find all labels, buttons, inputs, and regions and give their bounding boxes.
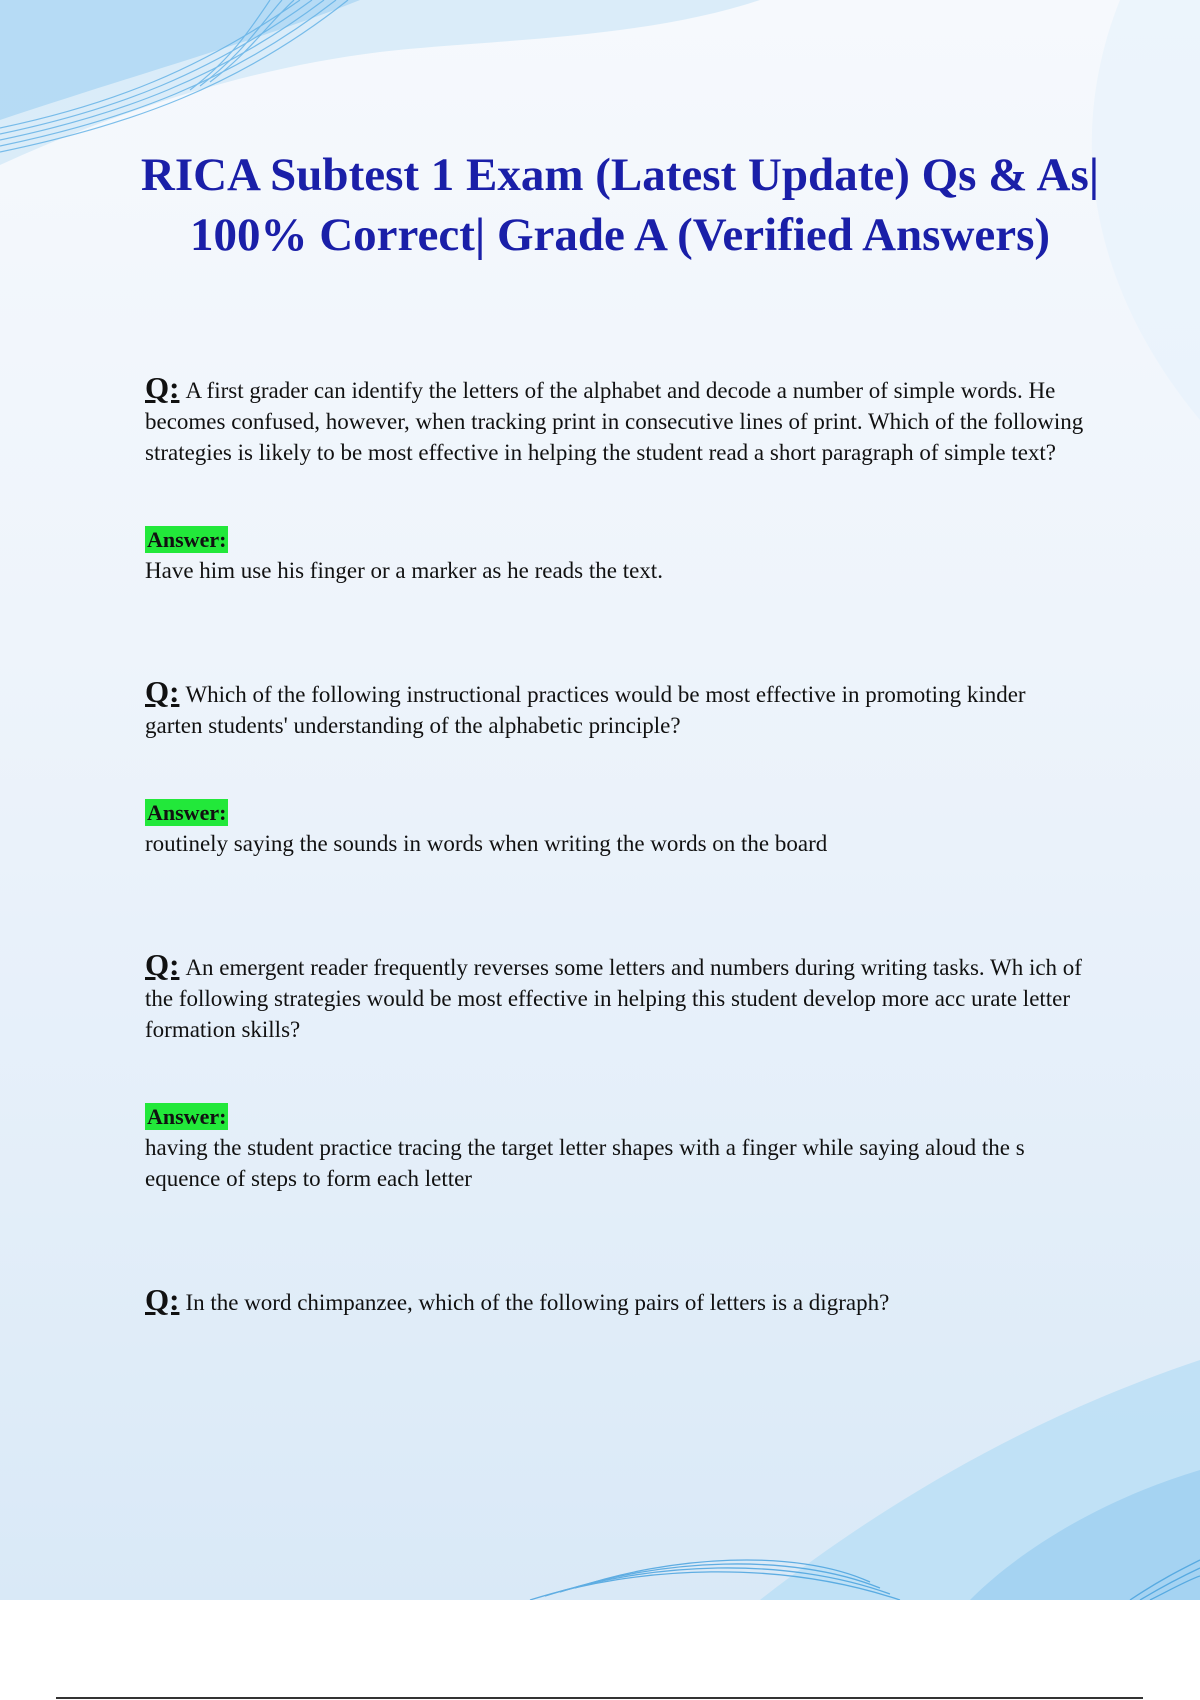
question-label: Q: <box>145 1282 180 1317</box>
answer-3: having the student practice tracing the target letter shapes with a finger while saying aloud the s equence of steps to form each letter <box>145 1135 1025 1191</box>
question-text: Which of the following instructional practices would be most effective in promoting kinder garten students' understanding of the alphabetic principle? <box>145 682 1026 738</box>
question-text: A first grader can identify the letters of the alphabet and decode a number of simple words. He becomes confused, however, when tracking print in consecutive lines of print. Which of the following strategies is likely to be most effective in helping the student read a short paragraph of simple text? <box>145 378 1084 465</box>
qa-item-3 <box>145 949 1085 1194</box>
qa-list <box>145 372 1085 1318</box>
question-3 <box>145 949 1085 1045</box>
question-label: Q: <box>145 370 180 405</box>
answer-label: Answer: <box>147 1104 227 1129</box>
qa-item-2 <box>145 676 1085 859</box>
qa-item-4 <box>145 1284 1085 1318</box>
qa-item-1 <box>145 372 1085 586</box>
question-1 <box>145 372 1085 468</box>
question-text: In the word chimpanzee, which of the following pairs of letters is a digraph? <box>185 1290 890 1315</box>
answer-label: Answer: <box>147 800 227 825</box>
question-2 <box>145 676 1085 741</box>
answer-1: Have him use his finger or a marker as he reads the text. <box>145 558 663 583</box>
question-label: Q: <box>145 674 180 709</box>
answer-2: routinely saying the sounds in words when writing the words on the board <box>145 831 828 856</box>
page-divider <box>56 1697 1143 1699</box>
question-label: Q: <box>145 947 180 982</box>
document-title: RICA Subtest 1 Exam (Latest Update) Qs & As| 100% Correct| Grade A (Verified Answers) <box>140 149 1100 261</box>
question-text: An emergent reader frequently reverses some letters and numbers during writing tasks. Wh ich of the following strategies would be most effective in helping this student develop more acc urate letter formation skills? <box>145 955 1082 1042</box>
answer-label: Answer: <box>147 527 227 552</box>
question-4 <box>145 1284 1085 1318</box>
